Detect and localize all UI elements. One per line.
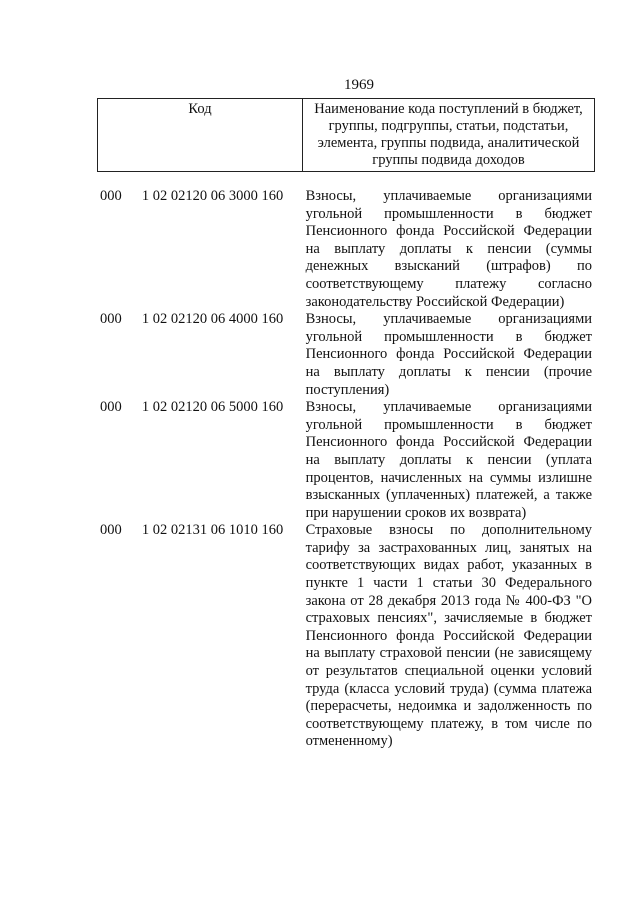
budget-code-cell: 1 02 02120 06 4000 160 [141,311,284,328]
table-body [100,188,592,751]
table-row [100,311,592,399]
table-row [100,188,592,311]
code-column-header: Код [98,99,303,172]
admin-code-cell: 000 [100,311,122,328]
budget-code-cell: 1 02 02120 06 5000 160 [141,399,284,416]
budget-code-cell: 1 02 02120 06 3000 160 [141,188,284,204]
table-header [97,98,595,172]
table-header-row [98,99,595,172]
admin-code-cell: 000 [100,399,122,416]
admin-code-cell: 000 [100,522,122,539]
page-number [0,77,640,94]
page-number-text: 1969 [344,77,374,93]
code-name-cell: Страховые взносы по дополнительному тарифу за застрахованных лиц, занятых на соответствующих видах работ, указанных в пункте 1 части 1 статьи 30 Федерального закона от 28 декабря 2013 года № 400-ФЗ "О страховых пенсиях", зачисляемые в бюджет Пенсионного фонда Российской Федерации на выплату страховой пенсии (не зависящему от результатов специальной оценки условий труда (класса условий труда) (сумма платежа (перерасчеты, недоимка и задолженность по соответствующему платежу, в том числе по отмененному) [305,522,593,750]
budget-code-cell: 1 02 02131 06 1010 160 [141,522,284,539]
code-name-cell: Взносы, уплачиваемые организациями угольной промышленности в бюджет Пенсионного фонда Российской Федерации на выплату доплаты к пенсии (уплата процентов, начисленных на суммы излишне взысканных (уплаченных) платежей, а также при нарушении сроков их возврата) [305,399,593,521]
table-row [100,522,592,751]
code-name-cell: Взносы, уплачиваемые организациями угольной промышленности в бюджет Пенсионного фонда Российской Федерации на выплату доплаты к пенсии (суммы денежных взысканий (штрафов) по соответствующему платежу согласно законодательству Российской Федерации) [305,188,593,310]
code-name-cell: Взносы, уплачиваемые организациями угольной промышленности в бюджет Пенсионного фонда Российской Федерации на выплату доплаты к пенсии (прочие поступления) [305,311,593,398]
name-column-header: Наименование кода поступлений в бюджет, группы, подгруппы, статьи, подстатьи, элемента, группы подвида, аналитической группы подвида доходов [303,99,595,172]
admin-code-cell: 000 [100,188,122,204]
table-row [100,399,592,522]
